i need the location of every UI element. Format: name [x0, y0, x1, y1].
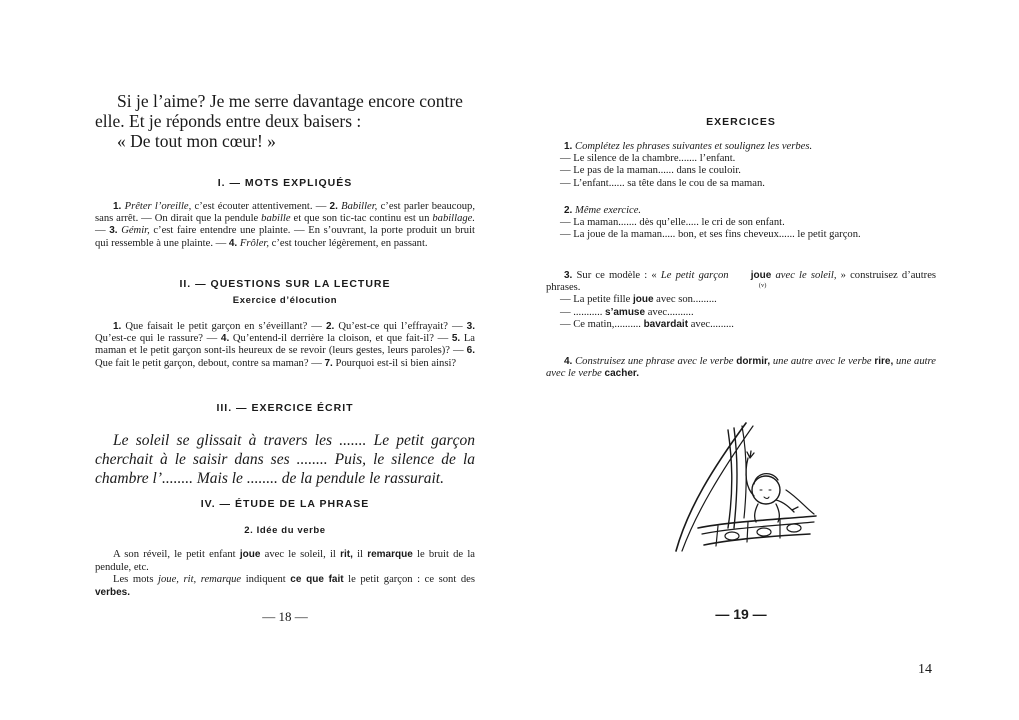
exercices-title: EXERCICES	[706, 116, 776, 128]
question: Qu’est-ce qui l’effrayait? —	[334, 321, 467, 332]
item-number: 7.	[324, 357, 333, 369]
question: Qu’entend-il derrière la cloison, et que fait-il? —	[229, 333, 452, 345]
text-span: avec.........	[688, 318, 734, 330]
fill-in-text: Le soleil se glissait à travers les ....... Le petit garçon cherchait à le saisir dans ses ........ Puis, le silence de la chambre l’........ Mais le ........ de la pendule le rassurait.	[95, 432, 475, 487]
term: Gémir,	[121, 225, 150, 237]
item-number: 2.	[329, 201, 338, 212]
paragraph	[95, 574, 475, 599]
section-subtitle-idee-verbe: 2. Idée du verbe	[244, 525, 326, 536]
term: Prêter l’oreille,	[124, 201, 192, 212]
item-number: 3.	[109, 225, 118, 237]
section-title-exercice-ecrit: III. — EXERCICE ÉCRIT	[216, 402, 354, 414]
poem-line: elle. Et je réponds entre deux baisers :	[95, 111, 362, 131]
verb-bold: remarque	[367, 549, 413, 560]
exercise-line	[546, 307, 936, 319]
item-number: 1.	[113, 201, 122, 212]
etude-phrase-text	[95, 549, 475, 599]
verb-bold: s’amuse	[605, 306, 646, 318]
verb-bold: joue	[239, 549, 261, 560]
text-span: A son réveil, le petit enfant	[113, 549, 240, 560]
exercise-line: — La maman....... dès qu’elle..... le cri de son enfant.	[560, 217, 785, 229]
item-number: 6.	[466, 345, 475, 357]
right-page	[510, 0, 1019, 720]
exercise-line	[546, 319, 936, 331]
question: Pourquoi est-il si bien ainsi?	[332, 357, 457, 369]
exercise-number: 1.	[564, 141, 573, 152]
poem-line: Si je l’aime? Je me serre davantage encore contre	[117, 91, 463, 111]
section-subtitle-elocution: Exercice d’élocution	[232, 295, 338, 306]
verb-bold: cacher.	[604, 368, 640, 380]
section-title-mots-expliques: I. — MOTS EXPLIQUÉS	[217, 177, 353, 189]
definition: c’est toucher légèrement, en passant.	[269, 237, 428, 249]
text-span: — Ce matin,..........	[560, 318, 644, 330]
text-span: — ...........	[560, 306, 606, 318]
definition: —	[95, 225, 110, 237]
item-number: 2.	[325, 321, 335, 332]
exercise-instruction: Même exercice.	[575, 205, 642, 216]
corner-number: 14	[918, 662, 932, 677]
exercise-line: — L’enfant...... sa tête dans le cou de sa maman.	[560, 177, 765, 189]
poem-excerpt	[95, 91, 475, 151]
verb-bold: bavardait	[643, 318, 689, 330]
exercise-line: — Le pas de la maman...... dans le couloir.	[560, 165, 741, 177]
exercise-instruction: Complétez les phrases suivantes et soulignez les verbes.	[575, 141, 813, 152]
text-italic: Le petit garçon	[660, 270, 729, 281]
child-at-window-illustration	[668, 418, 818, 563]
verb-mark: (v)	[758, 282, 767, 289]
exercise-number: 3.	[564, 270, 573, 281]
text-bold: verbes.	[95, 586, 131, 598]
questions-text	[95, 321, 475, 370]
text-italic: Construisez une phrase avec le verbe	[572, 356, 737, 367]
question: La maman et le petit garçon sont-ils heureux de se revoir (leurs gestes, leurs paroles)? —	[95, 333, 475, 357]
definition: et que son tic-tac continu est un	[290, 213, 433, 225]
page-number-right: — 19 —	[715, 606, 767, 622]
text-span: Sur ce modèle : «	[572, 270, 661, 281]
text-bold: ce que fait	[290, 574, 344, 585]
verb-bold: rire,	[874, 356, 894, 367]
item-number: 1.	[113, 321, 122, 332]
text-span: avec..........	[645, 306, 694, 318]
text-span: il	[352, 549, 368, 560]
item-number: 5.	[451, 333, 461, 345]
text-italic: une autre avec le verbe	[770, 356, 875, 367]
exercise-1	[546, 141, 936, 190]
page-number-left: — 18 —	[262, 609, 308, 624]
definition: c’est faire entendre une plainte. — En s’ouvrant, la porte produit un bruit qui ressemble à une plainte. —	[95, 225, 475, 249]
mots-expliques-text	[95, 201, 475, 250]
question: Que fait le petit garçon, debout, contre sa maman? —	[95, 357, 325, 369]
verb-bold: dormir,	[736, 356, 771, 367]
text-span: le bruit de la pendule, etc.	[95, 549, 475, 573]
term: babille	[261, 213, 291, 225]
exercise-line	[546, 294, 936, 306]
text-span: Les mots	[113, 574, 159, 585]
question: Qu’est-ce qui le rassure? —	[95, 333, 221, 345]
item-number: 4.	[228, 237, 238, 249]
definition: c’est écouter attentivement. —	[191, 201, 330, 212]
exercise-line: — Le silence de la chambre....... l’enfant.	[560, 153, 736, 165]
term: babillage.	[432, 213, 476, 225]
exercise-number: 2.	[564, 205, 573, 216]
text-italic: joue, rit, remarque	[158, 574, 242, 585]
term: Babiller,	[341, 201, 378, 212]
paragraph	[95, 549, 475, 574]
verb-with-mark	[733, 270, 772, 289]
text-span: le petit garçon : ce sont des	[343, 574, 475, 585]
exercise-2	[546, 205, 936, 242]
term: Frôler,	[239, 237, 269, 249]
poem-line: « De tout mon cœur! »	[117, 131, 276, 151]
definition: c’est parler beaucoup, sans arrêt. — On dirait que la pendule	[95, 201, 475, 225]
question: Que faisait le petit garçon en s’éveillant? —	[121, 321, 326, 332]
text-span: — La petite fille	[560, 294, 633, 306]
exercise-4	[546, 356, 936, 380]
text-span: indiquent	[241, 574, 291, 585]
exercise-number: 4.	[564, 356, 573, 367]
text-italic: une autre avec le verbe	[546, 356, 936, 380]
verb-bold: rit,	[340, 549, 353, 560]
exercise-line: — La joue de la maman..... bon, et ses fins cheveux...... le petit garçon.	[560, 229, 861, 241]
section-title-questions: II. — QUESTIONS SUR LA LECTURE	[179, 278, 391, 290]
verb-bold: joue	[632, 294, 654, 306]
text-span: avec le soleil, il	[260, 549, 341, 560]
text-span: » construisez d’autres phrases.	[546, 270, 937, 294]
item-number: 4.	[220, 333, 230, 345]
text-span: avec son.........	[653, 294, 717, 306]
text-italic: avec le soleil,	[771, 270, 837, 281]
exercise-3	[546, 270, 936, 331]
section-title-etude-phrase: IV. — ÉTUDE DE LA PHRASE	[200, 498, 370, 510]
exercice-ecrit-text	[95, 431, 475, 488]
verb-bold: joue	[750, 270, 772, 281]
item-number: 3.	[466, 321, 475, 332]
